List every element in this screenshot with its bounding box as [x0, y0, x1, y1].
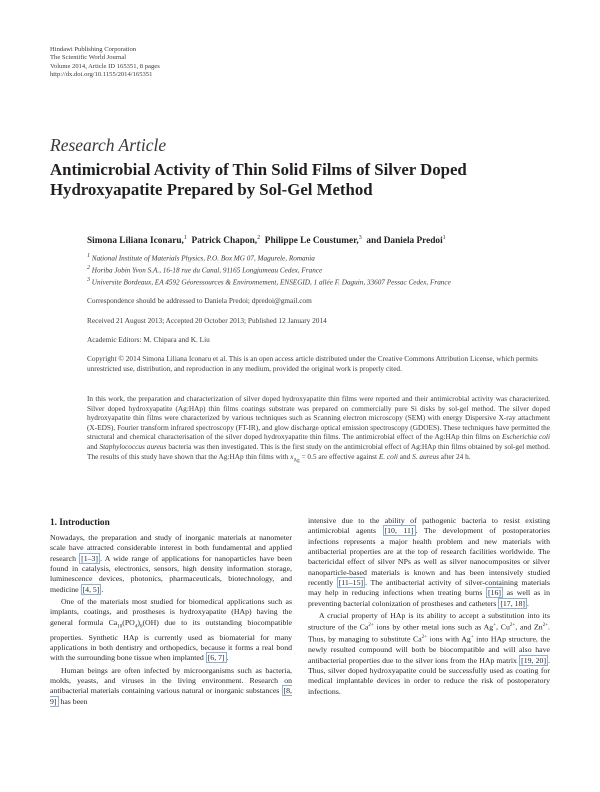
- citation-link[interactable]: [19, 20]: [521, 655, 547, 665]
- body-column-left: [50, 533, 292, 709]
- journal-header: [50, 46, 160, 80]
- copyright-notice: Copyright © 2014 Simona Liliana Iconaru et al. This is an open access article distributed under the Creative Commons Attribution License, which permits unrestricted use, distribution, and reproduction in any medium, provided the original work is properly cited.: [87, 354, 538, 373]
- author-name: Patrick Chapon,: [191, 236, 258, 247]
- citation-link[interactable]: [4, 5]: [82, 584, 100, 594]
- citation-link[interactable]: [17, 18]: [500, 598, 525, 608]
- citation-link[interactable]: [16]: [488, 588, 501, 598]
- publisher-name: Hindawi Publishing Corporation: [50, 46, 137, 53]
- affiliation-number: 3: [87, 277, 90, 283]
- article-type: Research Article: [50, 135, 167, 155]
- affiliation: [87, 265, 322, 274]
- citation-link[interactable]: [8, 9]: [50, 686, 292, 706]
- paragraph: Human beings are often infected by microorganisms such as bacteria, molds, yeasts, and viruses in the living environment. Research on antibacterial materials containing various natural or inorganic substances [8, 9] has been: [50, 665, 292, 706]
- affiliation: [87, 253, 315, 262]
- affiliation-number: 1: [87, 253, 90, 259]
- citation-link[interactable]: [11–15]: [338, 578, 364, 588]
- paragraph: One of the materials most studied for biomedical applications such as implants, coatings, and prostheses is hydroxyapatite (HAp) having the general formula $Ca_{10}(PO_4)_6(OH)$ due to its outstanding biocompatible properties. Synthetic HAp is currently used as biomaterial for many applications in both dentistry and orthopedics, because it forms a real bond with the surrounding bone tissue when implanted [6, 7] .: [50, 597, 292, 663]
- publication-dates: Received 21 August 2013; Accepted 20 October 2013; Published 12 January 2014: [87, 316, 327, 325]
- author-list: [87, 235, 446, 246]
- correspondence: Correspondence should be addressed to Daniela Predoi; dpredoi@gmail.com: [87, 296, 312, 305]
- affiliation-text: Universite Bordeaux, EA 4592 Géoressources & Environnement, ENSEGID, 1 allée F. Daguin, 33607 Pessac Cedex, France: [91, 278, 451, 287]
- paper-title: Antimicrobial Activity of Thin Solid Films of Silver Doped Hydroxyapatite Prepared by Sol-Gel Method: [50, 160, 467, 199]
- affiliation-text: Horiba Jobin Yvon S.A., 16-18 rue du Canal, 91165 Longjumeau Cedex, France: [91, 266, 323, 275]
- abstract: In this work, the preparation and characterization of silver doped hydroxyapatite thin films were reported and their antimicrobial activity was characterized. Silver doped hydroxyapatite (Ag:HAp) thin films coatings substrate was prepared on commercially pure Si disks by sol-gel method. The silver doped hydroxyapatite thin films were characterized by various techniques such as Scanning electron microscopy (SEM) with energy Dispersive X-ray attachment (X-EDS), Fourier transform infrared spectroscopy (FT-IR), and glow discharge optical emission spectroscopy (GDOES). These techniques have permitted the structural and chemical characterisation of the silver doped hydroxyapatite thin films. The antimicrobial effect of the Ag:HAp thin films on Escherichia coli and Staphylococcus aureus bacteria was then investigated. This is the first study on the antimicrobial effect of Ag:HAp thin films obtained by sol-gel method. The results of this study have shown that the Ag:HAp thin films with $x_{Ag} = 0.5$ are effective against E. coli and S. aureus after 24 h.: [87, 394, 550, 464]
- affiliation-text: National Institute of Materials Physics, P.O. Box MG 07, Magurele, Romania: [91, 254, 315, 263]
- paragraph: A crucial property of HAp is its ability to accept a substitution into its structure of the $Ca^{2+}$ ions by other metal ions such as Ag+, $Cu^{2+}$, and $Zn^{2+}$. Thus, by managing to substitute $Ca^{2+}$ ions with Ag+ into HAp structure, the newly resulted compound will both be biocompatible and will also have antibacterial properties due to the silver ions from the HAp matrix [19, 20] . Thus, silver doped hydroxyapatite could be successfully used as coating for medical implantable devices in order to reduce the risk of postoperatory infections.: [308, 611, 551, 696]
- doi-link[interactable]: http://dx.doi.org/10.1155/2014/165351: [50, 71, 153, 79]
- body-column-right: [308, 516, 550, 699]
- paragraph: Nowadays, the preparation and study of inorganic materials at nanometer scale have attracted considerable interest in both fundamental and applied research [1–3] . A wide range of applications for nanoparticles have been found in catalysis, electronics, sensors, high density information storage, luminescence devices, photonics, pharmaceuticals, biotechnology, and medicine [4, 5] .: [50, 533, 292, 594]
- author-affiliation-marker: 3: [358, 235, 362, 241]
- author-name: Philippe Le Coustumer,: [264, 236, 359, 247]
- citation-link[interactable]: [10, 11]: [384, 526, 414, 536]
- author-name: Simona Liliana Iconaru,: [87, 236, 184, 247]
- affiliation-number: 2: [87, 265, 90, 271]
- section-heading: 1. Introduction: [50, 518, 110, 528]
- author-affiliation-marker: 2: [257, 235, 261, 241]
- author-affiliation-marker: 1: [183, 235, 187, 241]
- journal-name: The Scientific World Journal: [50, 54, 127, 62]
- author-affiliation-marker: 1: [442, 235, 446, 241]
- citation-link[interactable]: [1–3]: [81, 553, 99, 563]
- citation-link[interactable]: [6, 7]: [207, 653, 225, 663]
- affiliation: [87, 277, 451, 286]
- author-name: and Daniela Predoi: [366, 236, 443, 247]
- paragraph: intensive due to the ability of pathogenic bacteria to resist existing antimicrobial agents [10, 11] . The development of postoperatories infections represents a major health problem and new materials with antibacterial properties are at the top of research facilities worldwide. The bactericidal effect of silver NPs as well as silver nanocomposites or silver nanoparticle-based materials is known and has been intensively studied recently [11–15] . The antibacterial activity of silver-containing materials may help in reducing infections when treating burns [16] as well as in preventing bacterial colonization of prostheses and catheters [17, 18] .: [308, 516, 550, 608]
- academic-editors: Academic Editors: M. Chipara and K. Liu: [87, 335, 210, 344]
- volume-info: Volume 2014, Article ID 165351, 8 pages: [50, 62, 160, 70]
